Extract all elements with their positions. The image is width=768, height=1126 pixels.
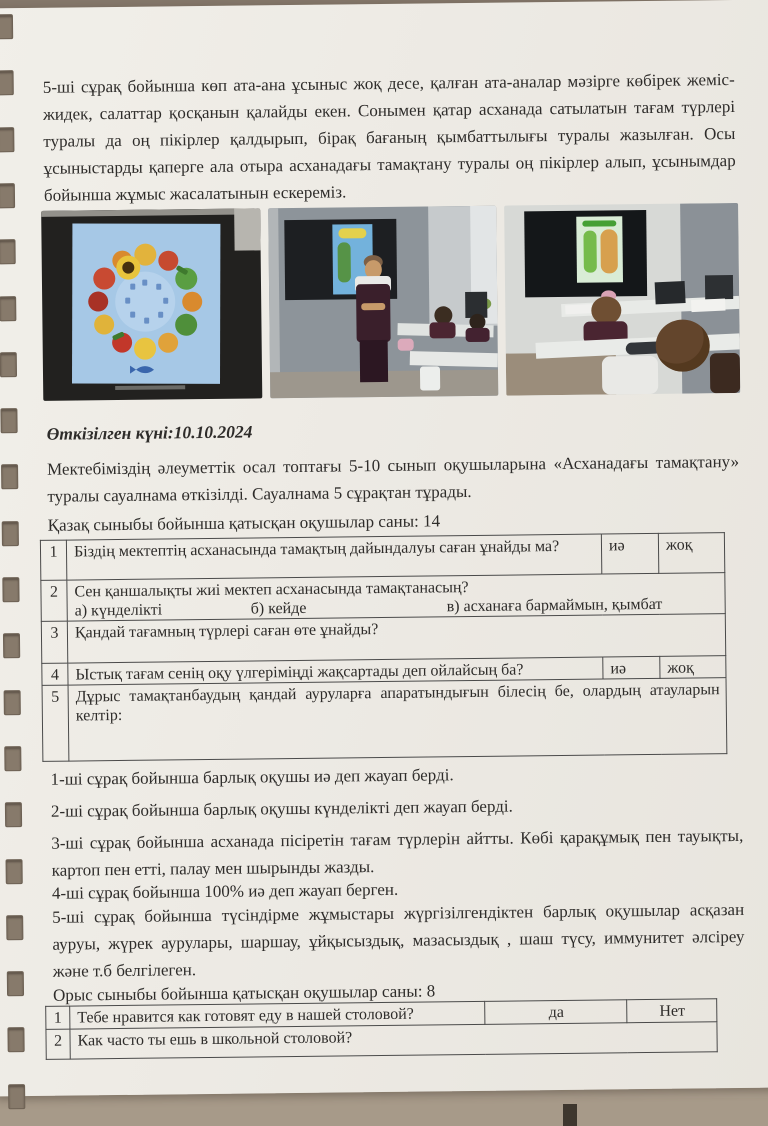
question-cell: Дұрыс тамақтанбаудың қандай ауруларға апаратындығын білесің бе, олардың атауларын келтір: (68, 678, 727, 761)
row-number: 3 (41, 621, 67, 663)
binding-hole (1, 465, 18, 490)
student-body (466, 328, 490, 342)
teacher-arms (361, 303, 385, 310)
binding-hole (2, 521, 19, 546)
binding-hole (6, 915, 23, 940)
question-cell: Как часто ты ешь в школьной столовой? (70, 1022, 717, 1059)
answer-no-cell: жоқ (660, 656, 726, 679)
binding-hole (0, 352, 17, 377)
slide-figure-orange (600, 229, 617, 273)
laptop (705, 275, 733, 299)
pink-bag (398, 339, 414, 351)
option-c: в) асханаға бармаймын, қымбат (446, 595, 663, 616)
result-paragraph-2: 2-ші сұрақ бойынша барлық оқушы күнделікті деп жауап берді. (50, 796, 513, 821)
answer-no-cell: Нет (627, 999, 717, 1023)
question-cell (67, 573, 725, 621)
binding-hole (7, 971, 24, 996)
background-furniture-edge (563, 1104, 577, 1126)
chair (420, 366, 440, 390)
floor (506, 352, 616, 395)
row-number: 5 (42, 685, 69, 761)
table-row (41, 573, 725, 622)
row-number: 1 (46, 1006, 70, 1029)
date-heading: Өткізілген күні:10.10.2024 (46, 421, 253, 444)
binding-hole (2, 577, 19, 602)
answer-yes-cell: иә (603, 656, 660, 679)
slide-figure-green (583, 231, 596, 273)
russian-survey-table (45, 998, 718, 1060)
binding-hole (4, 746, 21, 771)
binding-hole (7, 1027, 24, 1052)
student-body (429, 322, 455, 338)
row-number: 2 (41, 580, 67, 621)
photo-students-watching (504, 203, 740, 396)
food-circle-graphic (72, 223, 220, 383)
binding-hole (0, 14, 13, 39)
paper-sheet (565, 304, 591, 314)
photo-row (41, 203, 740, 401)
binding-hole (6, 859, 23, 884)
binding-hole (4, 690, 21, 715)
board-reflection (115, 385, 185, 390)
intro-paragraph: 5-ші сұрақ бойынша көп ата-ана ұсыныс жоқ десе, қалған ата-аналар мәзірге көбірек жеміс-жидек, салаттар қосқанын қалайды екен. Сонымен қатар асханада сатылатын тағам түрлері туралы да оң пікірлер қалдырып, бірақ бағаның қымбаттылығы туралы жазылған. Осы ұсыныстарды қаперге ала отыра асханадағы тамақтану туралы оң пікірлер алып, ұсынымдар бойынша жұмыс жасалатынын ескереміз. (42, 69, 736, 205)
slide-title (582, 220, 616, 226)
row-number: 1 (40, 540, 66, 580)
answer-no-cell: жоқ (658, 533, 724, 574)
option-a: а) күнделікті (74, 601, 163, 620)
slide-figure (338, 242, 351, 282)
question-cell: Біздің мектептің асханасында тамақтың дайындалуы саған ұнайды ма? (66, 534, 601, 580)
binding-hole (0, 239, 16, 264)
door-frame (268, 208, 280, 398)
student-desk (410, 351, 498, 367)
russian-class-count-line: Орыс сыныбы бойынша қатысқан оқушылар саны: 8 (52, 981, 436, 1005)
question-text: Сен қаншалықты жиі мектеп асханасында тамақтанасың? (74, 579, 469, 601)
question-cell: Қандай тағамның түрлері саған өте ұнайды? (67, 614, 725, 663)
slide-food-circle (72, 223, 220, 383)
photo-teacher-presenting (268, 206, 498, 399)
result-paragraph-4: 4-ші сұрақ бойынша 100% иә деп жауап берген. (51, 879, 399, 903)
survey-intro-paragraph: Мектебіміздің әлеуметтік осал топтағы 5-10 сынып оқушыларына «Асханадағы тамақтану» туралы сауалнама өткізілді. Сауалнама 5 сұрақтан тұрады. (46, 451, 740, 506)
slide-on-tv (576, 216, 623, 283)
teacher-skirt (360, 340, 388, 382)
photo-food-circle-screen (41, 208, 262, 400)
teacher-pinafore (356, 284, 391, 342)
binding-hole (0, 70, 14, 95)
binding-hole (8, 1084, 25, 1109)
option-b: б) кейде (250, 599, 307, 618)
binding-hole (0, 127, 14, 152)
binding-hole (5, 802, 22, 827)
name-card (691, 299, 726, 313)
kazakh-class-count-line: Қазақ сыныбы бойынша қатысқан оқушылар саны: 14 (47, 511, 441, 535)
result-paragraph-3: 3-ші сұрақ бойынша асханада пісіретін тағам түрлерін айтты. Көбі қарақұмық пен тауықты, картоп пен етті, палау мен шырынды жазды. (51, 825, 744, 880)
binding-hole (0, 183, 15, 208)
row-number: 4 (42, 663, 68, 685)
binding-hole (0, 408, 17, 433)
wall-strip (41, 208, 260, 216)
student-shirt-white (602, 356, 658, 395)
answer-yes-cell: иә (601, 533, 658, 574)
wall-corner (234, 208, 260, 250)
table-row (42, 678, 727, 762)
question-cell: Тебе нравится как готовят еду в нашей столовой? (70, 1001, 485, 1029)
binding-hole (3, 633, 20, 658)
kazakh-survey-table (40, 532, 727, 762)
student-body (710, 353, 740, 393)
binding-hole (0, 296, 16, 321)
answer-yes-cell: да (485, 1000, 627, 1025)
row-number: 2 (46, 1029, 70, 1059)
table-surface-bottom (0, 1098, 768, 1126)
laptop (655, 281, 686, 304)
slide-title-oval (338, 228, 366, 238)
question-cell: Ыстық тағам сенің оқу үлгеріміңді жақсартады деп ойлайсың ба? (68, 657, 603, 685)
result-paragraph-5: 5-ші сұрақ бойынша түсіндірме жұмыстары жүргізілгендіктен барлық оқушылар асқазан ауруы, жүрек аурулары, шаршау, ұйқысыздық, мазасыздық , шаш түсу, иммунитет әлсіреу және т.б белгілеген. (52, 899, 745, 981)
result-paragraph-1: 1-ші сұрақ бойынша барлық оқушы иә деп жауап берді. (50, 765, 454, 789)
